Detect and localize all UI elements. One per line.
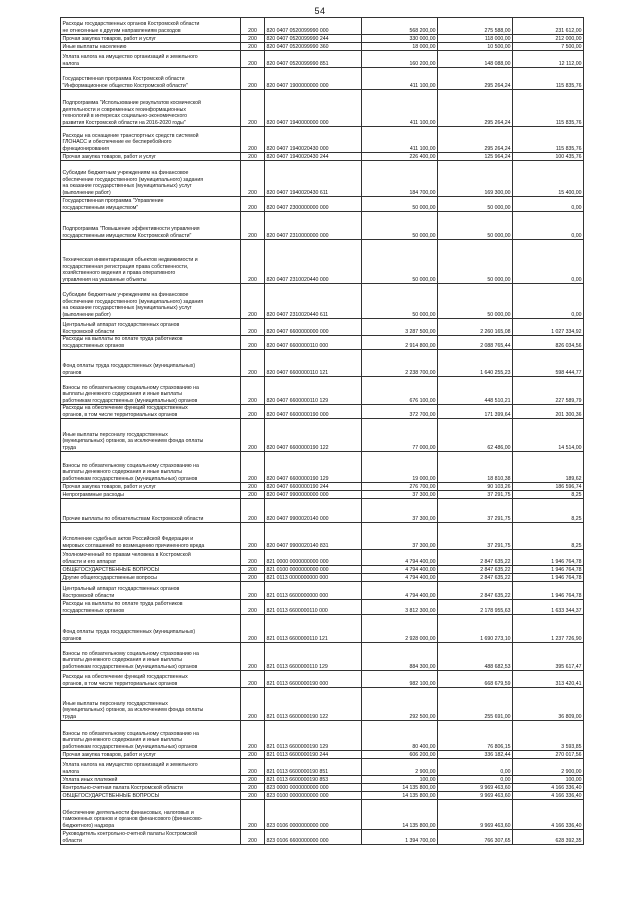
- row-classification-code-cell: 820 0407 1940000000 000: [265, 90, 362, 127]
- table-row: [61, 491, 584, 499]
- row-code-200-cell: 200: [241, 499, 265, 523]
- row-approved-amount-cell: 2 238 700,00: [362, 350, 438, 377]
- table-row: [61, 240, 584, 284]
- table-row: [61, 405, 584, 419]
- row-classification-code-cell: 820 0407 1940020430 000: [265, 127, 362, 153]
- row-name-cell: Контрольно-счетная палата Костромской области: [61, 784, 241, 792]
- row-code-200-cell: 200: [241, 615, 265, 643]
- row-classification-code-cell: 823 0106 0000000000 000: [265, 800, 362, 830]
- row-unexecuted-amount-cell: 4 166 336,40: [513, 800, 584, 830]
- row-unexecuted-amount-cell: 227 589,79: [513, 377, 584, 405]
- row-name-cell: Уплата налога на имущество организаций и земельного налога: [61, 51, 241, 68]
- row-code-200-cell: 200: [241, 830, 265, 845]
- row-code-200-cell: 200: [241, 792, 265, 800]
- table-row: [61, 452, 584, 483]
- row-unexecuted-amount-cell: 186 596,74: [513, 483, 584, 491]
- row-approved-amount-cell: 2 928 000,00: [362, 615, 438, 643]
- row-name-cell: Расходы на обеспечение функций государственных органов, в том числе территориальных органов: [61, 671, 241, 688]
- row-code-200-cell: 200: [241, 721, 265, 751]
- row-approved-amount-cell: 2 900,00: [362, 759, 438, 776]
- row-executed-amount-cell: 2 260 165,08: [438, 319, 513, 336]
- row-classification-code-cell: 821 0113 6600000000 000: [265, 582, 362, 600]
- row-executed-amount-cell: 9 969 463,60: [438, 792, 513, 800]
- row-code-200-cell: 200: [241, 405, 265, 419]
- row-approved-amount-cell: 160 200,00: [362, 51, 438, 68]
- row-approved-amount-cell: 19 000,00: [362, 452, 438, 483]
- table-row: [61, 319, 584, 336]
- table-row: [61, 350, 584, 377]
- table-row: [61, 800, 584, 830]
- table-row: [61, 35, 584, 43]
- row-unexecuted-amount-cell: 115 835,76: [513, 90, 584, 127]
- row-classification-code-cell: 820 0407 9900020140 000: [265, 499, 362, 523]
- row-classification-code-cell: 823 0100 0000000000 000: [265, 792, 362, 800]
- row-unexecuted-amount-cell: 1 237 726,90: [513, 615, 584, 643]
- row-code-200-cell: 200: [241, 582, 265, 600]
- row-unexecuted-amount-cell: 1 946 764,78: [513, 550, 584, 566]
- row-name-cell: Уплата налога на имущество организаций и земельного налога: [61, 759, 241, 776]
- row-executed-amount-cell: 295 264,24: [438, 68, 513, 90]
- row-code-200-cell: 200: [241, 491, 265, 499]
- row-name-cell: Расходы на выплаты по оплате труда работников государственных органов: [61, 336, 241, 350]
- row-unexecuted-amount-cell: 628 392,35: [513, 830, 584, 845]
- table-row: [61, 197, 584, 212]
- row-approved-amount-cell: 50 000,00: [362, 240, 438, 284]
- row-name-cell: Расходы на обеспечение функций государственных органов, в том числе территориальных органов: [61, 405, 241, 419]
- row-executed-amount-cell: 1 640 255,23: [438, 350, 513, 377]
- row-code-200-cell: 200: [241, 550, 265, 566]
- row-executed-amount-cell: 37 291,75: [438, 499, 513, 523]
- row-name-cell: Центральный аппарат государственных органов Костромской области: [61, 319, 241, 336]
- row-code-200-cell: 200: [241, 319, 265, 336]
- row-approved-amount-cell: 3 812 300,00: [362, 600, 438, 615]
- row-unexecuted-amount-cell: 1 633 344,37: [513, 600, 584, 615]
- row-name-cell: Уплата иных платежей: [61, 776, 241, 784]
- row-unexecuted-amount-cell: 0,00: [513, 197, 584, 212]
- row-name-cell: Расходы на выплаты по оплате труда работников государственных органов: [61, 600, 241, 615]
- row-unexecuted-amount-cell: 15 400,00: [513, 161, 584, 197]
- row-approved-amount-cell: 606 200,00: [362, 751, 438, 759]
- row-name-cell: Фонд оплаты труда государственных (муниципальных) органов: [61, 615, 241, 643]
- row-name-cell: Государственная программа Костромской области "Информационное общество Костромской области": [61, 68, 241, 90]
- row-code-200-cell: 200: [241, 350, 265, 377]
- row-executed-amount-cell: 10 500,00: [438, 43, 513, 51]
- row-classification-code-cell: 820 0407 2300000000 000: [265, 197, 362, 212]
- row-code-200-cell: 200: [241, 197, 265, 212]
- row-name-cell: Взносы по обязательному социальному страхованию на выплаты денежного содержания и иные выплаты работникам государственных (муниципальных) органов: [61, 377, 241, 405]
- table-row: [61, 550, 584, 566]
- row-approved-amount-cell: 4 794 400,00: [362, 550, 438, 566]
- row-classification-code-cell: 821 0000 0000000000 000: [265, 550, 362, 566]
- row-name-cell: Иные выплаты персоналу государственных (муниципальных) органов, за исключением фонда оплаты труда: [61, 419, 241, 452]
- row-code-200-cell: 200: [241, 212, 265, 240]
- row-executed-amount-cell: 2 847 635,22: [438, 574, 513, 582]
- row-name-cell: Прочая закупка товаров, работ и услуг: [61, 153, 241, 161]
- row-approved-amount-cell: 4 794 400,00: [362, 566, 438, 574]
- row-approved-amount-cell: 884 300,00: [362, 643, 438, 671]
- row-approved-amount-cell: 982 100,00: [362, 671, 438, 688]
- row-unexecuted-amount-cell: 36 809,00: [513, 688, 584, 721]
- row-code-200-cell: 200: [241, 153, 265, 161]
- row-unexecuted-amount-cell: 1 027 334,92: [513, 319, 584, 336]
- row-classification-code-cell: 820 0407 2310020440 000: [265, 240, 362, 284]
- row-executed-amount-cell: 118 000,00: [438, 35, 513, 43]
- table-row: [61, 523, 584, 550]
- row-executed-amount-cell: 255 691,00: [438, 688, 513, 721]
- table-row: [61, 483, 584, 491]
- row-approved-amount-cell: 3 287 500,00: [362, 319, 438, 336]
- row-name-cell: Уполномоченный по правам человека в Костромской области и его аппарат: [61, 550, 241, 566]
- page-number: 54: [314, 6, 326, 16]
- row-approved-amount-cell: 411 100,00: [362, 68, 438, 90]
- row-classification-code-cell: 820 0407 2310000000 000: [265, 212, 362, 240]
- row-name-cell: Прочие выплаты по обязательствам Костромской области: [61, 499, 241, 523]
- row-unexecuted-amount-cell: 231 612,00: [513, 18, 584, 35]
- row-unexecuted-amount-cell: 115 835,76: [513, 127, 584, 153]
- row-executed-amount-cell: 295 264,24: [438, 127, 513, 153]
- row-approved-amount-cell: 50 000,00: [362, 197, 438, 212]
- row-unexecuted-amount-cell: 3 593,85: [513, 721, 584, 751]
- table-row: [61, 51, 584, 68]
- row-executed-amount-cell: 2 847 635,22: [438, 582, 513, 600]
- row-code-200-cell: 200: [241, 574, 265, 582]
- row-classification-code-cell: 820 0407 1940020430 611: [265, 161, 362, 197]
- table-row: [61, 18, 584, 35]
- row-classification-code-cell: 821 0113 0000000000 000: [265, 574, 362, 582]
- row-classification-code-cell: 821 0113 6600000110 121: [265, 615, 362, 643]
- row-classification-code-cell: 820 0407 0520099990 244: [265, 35, 362, 43]
- row-approved-amount-cell: 14 135 800,00: [362, 784, 438, 792]
- row-name-cell: Государственная программа "Управление государственным имуществом": [61, 197, 241, 212]
- row-executed-amount-cell: 668 679,59: [438, 671, 513, 688]
- row-approved-amount-cell: 37 300,00: [362, 491, 438, 499]
- row-approved-amount-cell: 50 000,00: [362, 284, 438, 319]
- row-approved-amount-cell: 226 400,00: [362, 153, 438, 161]
- row-classification-code-cell: 821 0113 6600000190 851: [265, 759, 362, 776]
- table-row: [61, 751, 584, 759]
- row-approved-amount-cell: 568 200,00: [362, 18, 438, 35]
- row-classification-code-cell: 820 0407 6600000110 129: [265, 377, 362, 405]
- table-row: [61, 127, 584, 153]
- table-row: [61, 830, 584, 845]
- row-name-cell: Взносы по обязательному социальному страхованию на выплаты денежного содержания и иные выплаты работникам государственных (муниципальных) органов: [61, 721, 241, 751]
- table-row: [61, 721, 584, 751]
- row-name-cell: Исполнение судебных актов Российской Федерации и мировых соглашений по возмещению причиненного вреда: [61, 523, 241, 550]
- row-executed-amount-cell: 295 264,24: [438, 90, 513, 127]
- row-approved-amount-cell: 37 300,00: [362, 499, 438, 523]
- row-executed-amount-cell: 2 847 635,22: [438, 566, 513, 574]
- table-row: [61, 212, 584, 240]
- row-code-200-cell: 200: [241, 90, 265, 127]
- table-row: [61, 499, 584, 523]
- row-approved-amount-cell: 372 700,00: [362, 405, 438, 419]
- row-name-cell: Другие общегосударственные вопросы: [61, 574, 241, 582]
- row-code-200-cell: 200: [241, 161, 265, 197]
- row-unexecuted-amount-cell: 14 514,00: [513, 419, 584, 452]
- row-executed-amount-cell: 76 806,15: [438, 721, 513, 751]
- row-unexecuted-amount-cell: 212 000,00: [513, 35, 584, 43]
- table-row: [61, 759, 584, 776]
- row-code-200-cell: 200: [241, 18, 265, 35]
- row-name-cell: Фонд оплаты труда государственных (муниципальных) органов: [61, 350, 241, 377]
- row-classification-code-cell: 820 0407 0520099990 851: [265, 51, 362, 68]
- row-classification-code-cell: 821 0113 6600000190 129: [265, 721, 362, 751]
- row-executed-amount-cell: 125 964,24: [438, 153, 513, 161]
- row-executed-amount-cell: 62 486,00: [438, 419, 513, 452]
- row-approved-amount-cell: 184 700,00: [362, 161, 438, 197]
- row-unexecuted-amount-cell: 201 300,36: [513, 405, 584, 419]
- row-unexecuted-amount-cell: 189,62: [513, 452, 584, 483]
- row-unexecuted-amount-cell: 0,00: [513, 240, 584, 284]
- row-code-200-cell: 200: [241, 240, 265, 284]
- row-unexecuted-amount-cell: 115 835,76: [513, 68, 584, 90]
- row-approved-amount-cell: 276 700,00: [362, 483, 438, 491]
- row-classification-code-cell: 820 0407 6600000190 000: [265, 405, 362, 419]
- row-name-cell: Расходы на оснащение транспортных средств системой ГЛОНАСС и обеспечение ее бесперебойного функционирования: [61, 127, 241, 153]
- row-code-200-cell: 200: [241, 483, 265, 491]
- row-name-cell: Руководитель контрольно-счетной палаты Костромской области: [61, 830, 241, 845]
- row-executed-amount-cell: 488 682,53: [438, 643, 513, 671]
- budget-execution-table: [60, 17, 584, 845]
- row-unexecuted-amount-cell: 4 166 336,40: [513, 792, 584, 800]
- row-unexecuted-amount-cell: 12 112,00: [513, 51, 584, 68]
- row-code-200-cell: 200: [241, 688, 265, 721]
- row-code-200-cell: 200: [241, 68, 265, 90]
- row-classification-code-cell: 820 0407 6600000190 129: [265, 452, 362, 483]
- row-executed-amount-cell: 50 000,00: [438, 212, 513, 240]
- row-approved-amount-cell: 1 394 700,00: [362, 830, 438, 845]
- row-unexecuted-amount-cell: 8,25: [513, 523, 584, 550]
- row-executed-amount-cell: 9 969 463,60: [438, 784, 513, 792]
- row-approved-amount-cell: 50 000,00: [362, 212, 438, 240]
- row-code-200-cell: 200: [241, 751, 265, 759]
- row-classification-code-cell: 821 0113 6600000110 129: [265, 643, 362, 671]
- row-classification-code-cell: 820 0407 2310020440 611: [265, 284, 362, 319]
- row-name-cell: Прочая закупка товаров, работ и услуг: [61, 35, 241, 43]
- row-name-cell: ОБЩЕГОСУДАРСТВЕННЫЕ ВОПРОСЫ: [61, 566, 241, 574]
- row-executed-amount-cell: 50 000,00: [438, 197, 513, 212]
- row-executed-amount-cell: 0,00: [438, 776, 513, 784]
- row-unexecuted-amount-cell: 8,25: [513, 491, 584, 499]
- row-executed-amount-cell: 171 399,64: [438, 405, 513, 419]
- row-code-200-cell: 200: [241, 523, 265, 550]
- row-unexecuted-amount-cell: 1 946 764,78: [513, 566, 584, 574]
- row-executed-amount-cell: 275 588,00: [438, 18, 513, 35]
- row-classification-code-cell: 820 0407 9900000000 000: [265, 491, 362, 499]
- row-classification-code-cell: 820 0407 6600000110 121: [265, 350, 362, 377]
- row-name-cell: Субсидии бюджетным учреждениям на финансовое обеспечение государственного (муниципального) задания на оказание государственных (муниципальных) услуг (выполнение работ): [61, 284, 241, 319]
- table-row: [61, 336, 584, 350]
- row-classification-code-cell: 820 0407 6600000000 000: [265, 319, 362, 336]
- row-approved-amount-cell: 18 000,00: [362, 43, 438, 51]
- row-unexecuted-amount-cell: 270 017,56: [513, 751, 584, 759]
- row-approved-amount-cell: 14 135 800,00: [362, 800, 438, 830]
- row-executed-amount-cell: 9 969 463,60: [438, 800, 513, 830]
- row-name-cell: Взносы по обязательному социальному страхованию на выплаты денежного содержания и иные выплаты работникам государственных (муниципальных) органов: [61, 643, 241, 671]
- row-name-cell: Центральный аппарат государственных органов Костромской области: [61, 582, 241, 600]
- row-executed-amount-cell: 2 178 955,63: [438, 600, 513, 615]
- table-row: [61, 68, 584, 90]
- row-unexecuted-amount-cell: 313 420,41: [513, 671, 584, 688]
- row-unexecuted-amount-cell: 0,00: [513, 284, 584, 319]
- row-name-cell: Субсидии бюджетным учреждениям на финансовое обеспечение государственного (муниципального) задания на оказание государственных (муниципальных) услуг (выполнение работ): [61, 161, 241, 197]
- row-unexecuted-amount-cell: 4 166 336,40: [513, 784, 584, 792]
- table-row: [61, 671, 584, 688]
- row-unexecuted-amount-cell: 0,00: [513, 212, 584, 240]
- row-name-cell: Обеспечение деятельности финансовых, налоговых и таможенных органов и органов финансового (финансово- бюджетного) надзора: [61, 800, 241, 830]
- row-unexecuted-amount-cell: 598 444,77: [513, 350, 584, 377]
- row-approved-amount-cell: 37 300,00: [362, 523, 438, 550]
- row-executed-amount-cell: 169 300,00: [438, 161, 513, 197]
- row-executed-amount-cell: 37 291,75: [438, 491, 513, 499]
- table-row: [61, 43, 584, 51]
- row-unexecuted-amount-cell: 826 034,56: [513, 336, 584, 350]
- row-classification-code-cell: 820 0407 9900020140 831: [265, 523, 362, 550]
- row-classification-code-cell: 823 0106 6600000000 000: [265, 830, 362, 845]
- row-name-cell: Иные выплаты персоналу государственных (муниципальных) органов, за исключением фонда оплаты труда: [61, 688, 241, 721]
- table-row: [61, 776, 584, 784]
- row-approved-amount-cell: 676 100,00: [362, 377, 438, 405]
- row-executed-amount-cell: 50 000,00: [438, 240, 513, 284]
- row-classification-code-cell: 823 0000 0000000000 000: [265, 784, 362, 792]
- table-row: [61, 284, 584, 319]
- table-row: [61, 784, 584, 792]
- row-name-cell: Иные выплаты населению: [61, 43, 241, 51]
- row-classification-code-cell: 821 0100 0000000000 000: [265, 566, 362, 574]
- table-row: [61, 643, 584, 671]
- row-code-200-cell: 200: [241, 336, 265, 350]
- row-classification-code-cell: 820 0407 1900000000 000: [265, 68, 362, 90]
- table-row: [61, 582, 584, 600]
- table-row: [61, 574, 584, 582]
- row-approved-amount-cell: 100,00: [362, 776, 438, 784]
- row-approved-amount-cell: 292 500,00: [362, 688, 438, 721]
- row-code-200-cell: 200: [241, 784, 265, 792]
- row-code-200-cell: 200: [241, 800, 265, 830]
- row-code-200-cell: 200: [241, 671, 265, 688]
- row-name-cell: ОБЩЕГОСУДАРСТВЕННЫЕ ВОПРОСЫ: [61, 792, 241, 800]
- table-row: [61, 377, 584, 405]
- row-classification-code-cell: 820 0407 1940020430 244: [265, 153, 362, 161]
- row-approved-amount-cell: 14 135 800,00: [362, 792, 438, 800]
- row-name-cell: Непрограммные расходы: [61, 491, 241, 499]
- row-classification-code-cell: 820 0407 6600000110 000: [265, 336, 362, 350]
- row-code-200-cell: 200: [241, 43, 265, 51]
- row-name-cell: Подпрограмма "Использование результатов космической деятельности и современных геоинформационных технологий в интересах социально-экономического развития Костромской области на 2016-2020 годы": [61, 90, 241, 127]
- row-executed-amount-cell: 148 088,00: [438, 51, 513, 68]
- row-classification-code-cell: 821 0113 6600000190 853: [265, 776, 362, 784]
- row-executed-amount-cell: 766 307,65: [438, 830, 513, 845]
- row-approved-amount-cell: 4 794 400,00: [362, 574, 438, 582]
- row-name-cell: Взносы по обязательному социальному страхованию на выплаты денежного содержания и иные выплаты работникам государственных (муниципальных) органов: [61, 452, 241, 483]
- row-unexecuted-amount-cell: 395 617,47: [513, 643, 584, 671]
- row-approved-amount-cell: 411 100,00: [362, 90, 438, 127]
- row-code-200-cell: 200: [241, 776, 265, 784]
- row-approved-amount-cell: 411 100,00: [362, 127, 438, 153]
- row-name-cell: Подпрограмма "Повышение эффективности управления государственным имуществом Костромской области": [61, 212, 241, 240]
- row-code-200-cell: 200: [241, 419, 265, 452]
- row-code-200-cell: 200: [241, 51, 265, 68]
- row-unexecuted-amount-cell: 8,25: [513, 499, 584, 523]
- row-unexecuted-amount-cell: 1 946 764,78: [513, 574, 584, 582]
- row-approved-amount-cell: 330 000,00: [362, 35, 438, 43]
- row-classification-code-cell: 821 0113 6600000190 122: [265, 688, 362, 721]
- row-unexecuted-amount-cell: 100,00: [513, 776, 584, 784]
- row-executed-amount-cell: 50 000,00: [438, 284, 513, 319]
- row-code-200-cell: 200: [241, 377, 265, 405]
- row-classification-code-cell: 820 0407 6600000190 122: [265, 419, 362, 452]
- row-classification-code-cell: 820 0407 6600000190 244: [265, 483, 362, 491]
- row-executed-amount-cell: 2 847 635,22: [438, 550, 513, 566]
- row-executed-amount-cell: 1 690 273,10: [438, 615, 513, 643]
- row-classification-code-cell: 820 0407 0520099990 000: [265, 18, 362, 35]
- row-unexecuted-amount-cell: 1 946 764,78: [513, 582, 584, 600]
- row-approved-amount-cell: 80 400,00: [362, 721, 438, 751]
- row-executed-amount-cell: 18 810,38: [438, 452, 513, 483]
- row-executed-amount-cell: 0,00: [438, 759, 513, 776]
- table-row: [61, 153, 584, 161]
- row-approved-amount-cell: 4 794 400,00: [362, 582, 438, 600]
- row-name-cell: Расходы государственных органов Костромской области не отнесенные к другим направлениям расходов: [61, 18, 241, 35]
- row-code-200-cell: 200: [241, 127, 265, 153]
- row-code-200-cell: 200: [241, 284, 265, 319]
- row-code-200-cell: 200: [241, 643, 265, 671]
- row-classification-code-cell: 820 0407 0520099990 360: [265, 43, 362, 51]
- row-classification-code-cell: 821 0113 6600000190 000: [265, 671, 362, 688]
- table-row: [61, 90, 584, 127]
- table-row: [61, 161, 584, 197]
- row-executed-amount-cell: 37 291,75: [438, 523, 513, 550]
- row-unexecuted-amount-cell: 100 435,76: [513, 153, 584, 161]
- table-row: [61, 615, 584, 643]
- row-classification-code-cell: 821 0113 6600000190 244: [265, 751, 362, 759]
- row-code-200-cell: 200: [241, 452, 265, 483]
- row-executed-amount-cell: 90 103,26: [438, 483, 513, 491]
- row-code-200-cell: 200: [241, 759, 265, 776]
- row-code-200-cell: 200: [241, 566, 265, 574]
- row-name-cell: Прочая закупка товаров, работ и услуг: [61, 483, 241, 491]
- row-unexecuted-amount-cell: 7 500,00: [513, 43, 584, 51]
- row-name-cell: Техническая инвентаризация объектов недвижимости и государственная регистрация права собственности, хозяйственного ведения и права оперативного управления на указанные объекты: [61, 240, 241, 284]
- row-unexecuted-amount-cell: 2 900,00: [513, 759, 584, 776]
- row-approved-amount-cell: 2 914 800,00: [362, 336, 438, 350]
- row-classification-code-cell: 821 0113 6600000110 000: [265, 600, 362, 615]
- row-executed-amount-cell: 336 182,44: [438, 751, 513, 759]
- row-approved-amount-cell: 77 000,00: [362, 419, 438, 452]
- table-row: [61, 419, 584, 452]
- row-code-200-cell: 200: [241, 35, 265, 43]
- table-row: [61, 688, 584, 721]
- row-name-cell: Прочая закупка товаров, работ и услуг: [61, 751, 241, 759]
- table-row: [61, 566, 584, 574]
- row-executed-amount-cell: 448 510,21: [438, 377, 513, 405]
- table-row: [61, 792, 584, 800]
- table-row: [61, 600, 584, 615]
- row-executed-amount-cell: 2 088 765,44: [438, 336, 513, 350]
- row-code-200-cell: 200: [241, 600, 265, 615]
